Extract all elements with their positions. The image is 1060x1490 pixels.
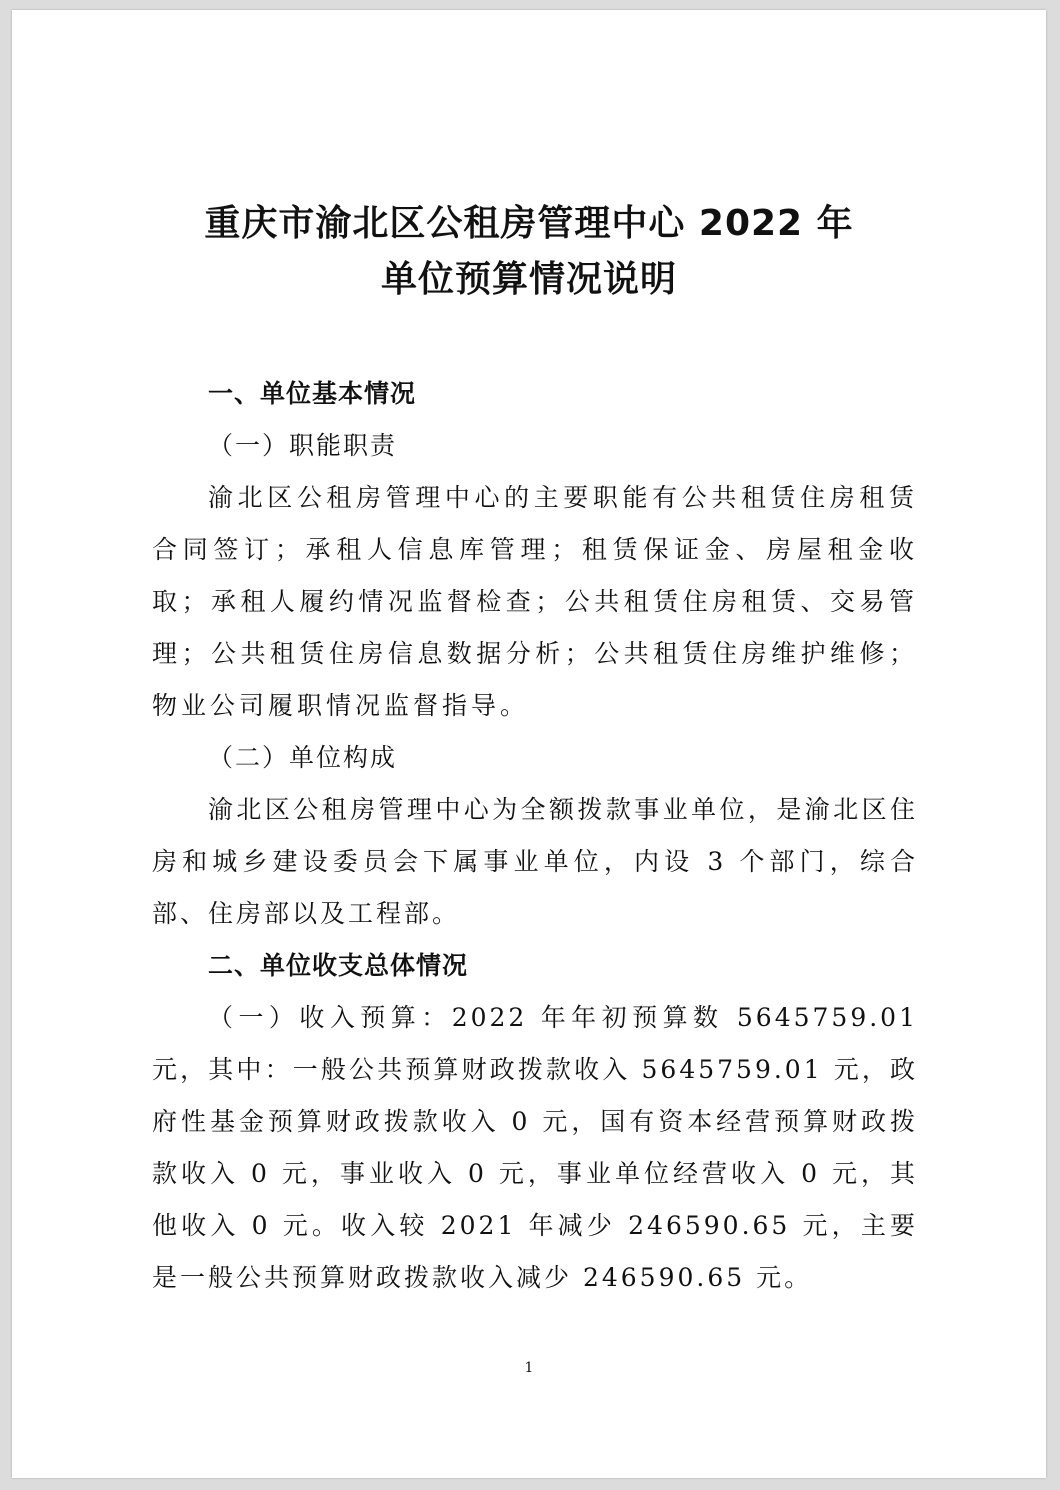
document-page — [12, 10, 1046, 1478]
section1-para2: 渝北区公租房管理中心为全额拨款事业单位，是渝北区住房和城乡建设委员会下属事业单位，内设 3 个部门，综合部、住房部以及工程部。 — [152, 795, 918, 928]
section1-heading: 一、单位基本情况 — [208, 379, 417, 408]
document-title-line1: 重庆市渝北区公租房管理中心 2022 年 — [204, 203, 854, 244]
page-number: 1 — [524, 1360, 534, 1376]
section2-heading: 二、单位收支总体情况 — [208, 951, 469, 980]
section2-para1: （一）收入预算：2022 年年初预算数 5645759.01 元，其中：一般公共预算财政拨款收入 5645759.01 元，政府性基金预算财政拨款收入 0 元，国有资本经营预算财政拨款收入 0 元，事业收入 0 元，事业单位经营收入 0 元，其他收入 0 元。收入较 2021 年减少 246590.65 元，主要是一般公共预算财政拨款收入减少 246590.65 元。 — [152, 1003, 918, 1292]
document-body — [152, 368, 918, 1304]
section1-sub2: （二）单位构成 — [208, 743, 398, 772]
document-title-line2: 单位预算情况说明 — [380, 259, 677, 300]
section1-sub1: （一）职能职责 — [208, 431, 398, 460]
section1-para1: 渝北区公租房管理中心的主要职能有公共租赁住房租赁合同签订；承租人信息库管理；租赁保证金、房屋租金收取；承租人履约情况监督检查；公共租赁住房租赁、交易管理；公共租赁住房信息数据分析；公共租赁住房维护维修；物业公司履职情况监督指导。 — [152, 483, 918, 720]
